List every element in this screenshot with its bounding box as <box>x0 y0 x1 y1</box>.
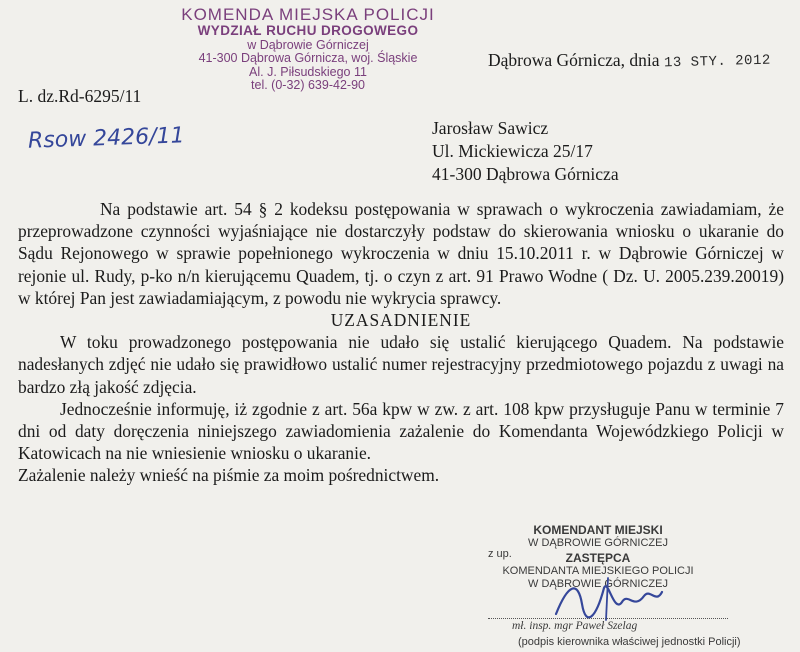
addressee-name: Jarosław Sawicz <box>432 118 549 138</box>
addressee-block <box>432 117 619 186</box>
signatory-name: mł. insp. mgr Paweł Szelag <box>512 620 638 632</box>
body-paragraph-appeal-method: Zażalenie należy wnieść na piśmie za moim pośrednictwem. <box>18 465 440 486</box>
sig-stamp-city: W DĄBROWIE GÓRNICZEJ <box>528 537 668 550</box>
stamp-line-postal: 41-300 Dąbrowa Górnicza, woj. Śląskie <box>198 51 418 66</box>
place-date-text: Dąbrowa Górnicza, dnia <box>488 50 660 70</box>
sig-stamp-deputy: ZASTĘPCA <box>565 550 631 565</box>
signature-line <box>488 618 728 619</box>
sig-zup-label: z up. <box>488 548 512 560</box>
signature-caption: (podpis kierownika właściwej jednostki Policji) <box>518 636 741 648</box>
sig-stamp-deputy-city: W DĄBROWIE GÓRNICZEJ <box>528 577 668 590</box>
handwritten-note: Rsow 2426/11 <box>27 123 185 154</box>
date-stamp: 13 STY. 2012 <box>663 52 771 72</box>
stamp-line-phone: tel. (0-32) 639-42-90 <box>251 78 365 93</box>
stamp-line-city: w Dąbrowie Górniczej <box>247 37 369 52</box>
place-date <box>488 50 771 71</box>
stamp-line-street: Al. J. Piłsudskiego 11 <box>249 64 367 79</box>
handwritten-signature <box>548 574 668 622</box>
police-header-stamp <box>168 6 448 93</box>
stamp-line-division: WYDZIAŁ RUCHU DROGOWEGO <box>197 23 419 39</box>
sig-stamp-deputy-of: KOMENDANTA MIEJSKIEGO POLICJI <box>502 565 694 578</box>
addressee-city: 41-300 Dąbrowa Górnicza <box>432 164 619 184</box>
body-paragraph-justification: W toku prowadzonego postępowania nie udało się ustalić kierującego Quadem. Na podstawie nadesłanych zdjęć nie udało się prawidłowo ustalić numer rejestracyjny przedmiotowego pojazdu z uwagi na bardzo złą jakość zdjęcia. <box>18 332 784 397</box>
body-paragraph-notice: Na podstawie art. 54 § 2 kodeksu postępowania w sprawach o wykroczenia zawiadamiam, że przeprowadzone czynności wyjaśniające nie dostarczyły podstaw do skierowania wniosku o ukaranie do Sądu Rejonowego w sprawie popełnionego wykroczenia w dniu 15.10.2011 r. w Dąbrowie Górniczej w rejonie ul. Rudy, p-ko n/n kierującemu Quadem, tj. o czyn z art. 91 Prawo Wodne ( Dz. U. 2005.239.20019) w której Pan jest zawiadamiającym, z powodu nie wykrycia sprawcy. <box>18 199 784 308</box>
body-paragraph-appeal-info: Jednocześnie informuję, iż zgodnie z art. 56a kpw w zw. z art. 108 kpw przysługuje Panu w terminie 7 dni od daty doręczenia niniejszego zawiadomienia zażalenie do Komendanta Wojewódzkiego Policji w Katowicach na nie wniesienie wniosku o ukaranie. <box>18 398 784 464</box>
addressee-street: Ul. Mickiewicza 25/17 <box>432 141 593 161</box>
justification-heading: UZASADNIENIE <box>330 310 472 331</box>
letter-body <box>18 198 784 487</box>
stamp-line-department: KOMENDA MIEJSKA POLICJI <box>181 5 435 24</box>
sig-stamp-title: KOMENDANT MIEJSKI <box>533 523 663 537</box>
reference-number: L. dz.Rd-6295/11 <box>18 86 142 106</box>
